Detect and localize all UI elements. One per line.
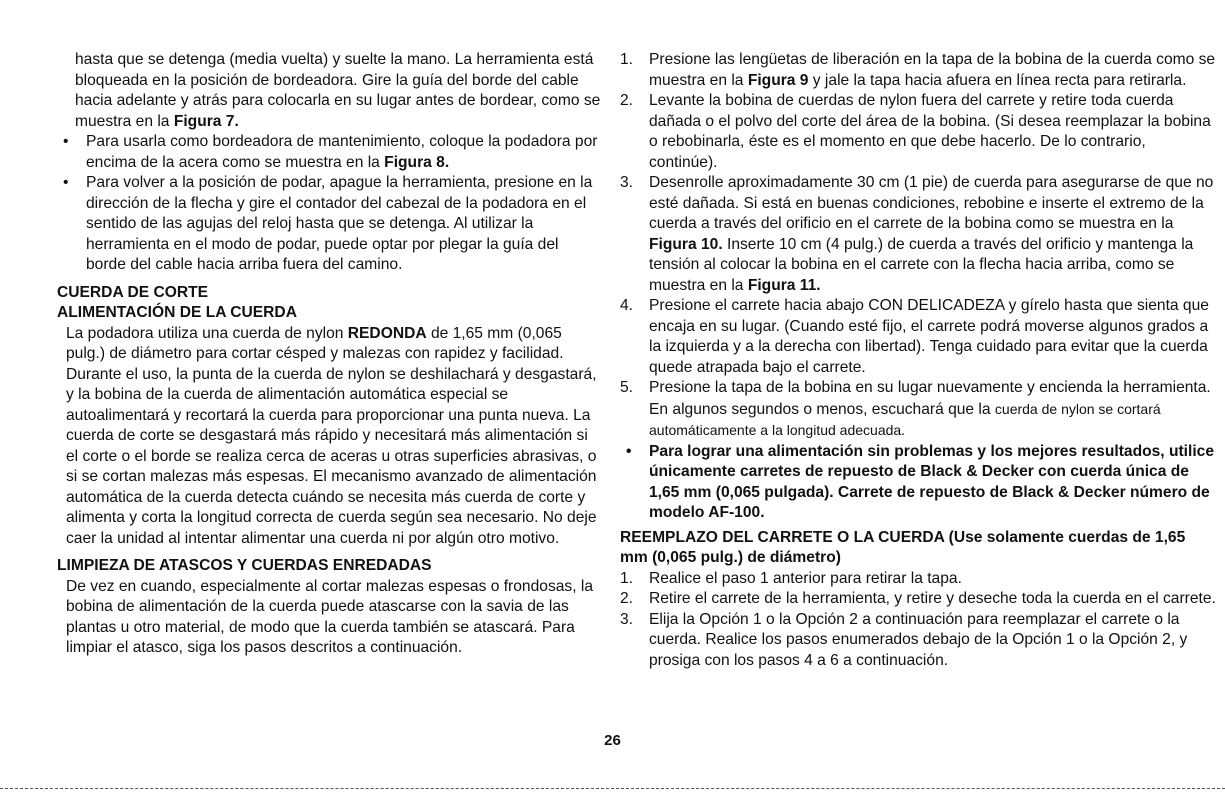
bold-bullet-note: • Para lograr una alimentación sin problemas y los mejores resultados, utilice únicamente carretes de repuesto de Black & Decker con cuerda única de 1,65 mm (0,065 pulgada). Carrete de repuesto de Black & Decker número de modelo AF-100. bbox=[620, 442, 1216, 524]
bullet-trim-position: • Para volver a la posición de podar, apague la herramienta, presione en la dirección de la flecha y gire el contador del cabezal de la podadora en el sentido de las agujas del reloj hasta que se detenga. Al utilizar la herramienta en el modo de podar, puede optar por plegar la guía del borde del cable hacia arriba fuera del camino. bbox=[57, 173, 602, 276]
replacement-steps bbox=[620, 569, 1216, 672]
page-number: 26 bbox=[604, 732, 621, 749]
section-heading-cutting-line: CUERDA DE CORTE bbox=[57, 283, 209, 301]
step-item: 2. Levante la bobina de cuerdas de nylon fuera del carrete y retire toda cuerda dañada o el polvo del corte del área de la bobina. (Si desea reemplazar la bobina o rebobinarla, éste es el momento en que debe hacerlo. De lo contrario, continúe). bbox=[620, 92, 1211, 171]
step-item: 1. Realice el paso 1 anterior para retirar la tapa. bbox=[620, 569, 962, 587]
section-heading-replacement: REEMPLAZO DEL CARRETE O LA CUERDA (Use solamente cuerdas de 1,65 mm (0,065 pulg.) de diámetro) bbox=[620, 528, 1186, 566]
section-heading-jams: LIMPIEZA DE ATASCOS Y CUERDAS ENREDADAS bbox=[57, 557, 432, 574]
bottom-divider bbox=[0, 788, 1225, 789]
steps-list bbox=[620, 50, 1216, 442]
step-item: 5. Presione la tapa de la bobina en su lugar nuevamente y encienda la herramienta. En algunos segundos o menos, escuchará que la cuerda de nylon se cortará automáticamente a la longitud adecuada. bbox=[620, 379, 1211, 438]
bullet-edging: • Para usarla como bordeadora de mantenimiento, coloque la podadora por encima de la acera como se muestra en la Figura 8. bbox=[57, 132, 602, 173]
left-column bbox=[57, 50, 602, 659]
continued-paragraph: hasta que se detenga (media vuelta) y suelte la mano. La herramienta está bloqueada en la posición de bordeadora. Gire la guía del borde del cable hacia adelante y atrás para colocarla en su lugar antes de bordear, como se muestra en la Figura 7. bbox=[75, 51, 601, 130]
step-item: 1. Presione las lengüetas de liberación en la tapa de la bobina de la cuerda como se muestra en la Figura 9 y jale la tapa hacia afuera en línea recta para retirarla. bbox=[620, 51, 1216, 89]
right-column bbox=[620, 50, 1216, 671]
section-heading-line-feed: ALIMENTACIÓN DE LA CUERDA bbox=[57, 304, 297, 321]
figure-ref: Figura 8. bbox=[384, 153, 450, 171]
step-item: 4. Presione el carrete hacia abajo CON DELICADEZA y gírelo hasta que sienta que encaja en su lugar. (Cuando esté fijo, el carrete podrá moverse algunos grados a la izquierda y a la derecha con libertad). Tenga cuidado para evitar que la cuerda quede atrapada bajo el carrete. bbox=[620, 297, 1209, 376]
line-feed-paragraph: La podadora utiliza una cuerda de nylon REDONDA de 1,65 mm (0,065 pulg.) de diámetro para cortar césped y malezas con rapidez y facilidad. Durante el uso, la punta de la cuerda de nylon se deshilachará y desgastará, y la bobina de la cuerda de alimentación automática especial se autoalimentará y recortará la cuerda para proporcionar una punta nueva. La cuerda de corte se desgastará más rápido y necesitará más alimentación si el corte o el borde se realiza cerca de aceras u otras superficies abrasivas, o si se cortan malezas más espesas. El mecanismo avanzado de alimentación automática de la cuerda detecta cuándo se necesita más cuerda de corte y alimenta y corta la longitud correcta de cuerda según sea necesario. No deje caer la unidad al intentar alimentar una cuerda ni por algún otro motivo. bbox=[66, 324, 597, 547]
step-item: 2. Retire el carrete de la herramienta, y retire y deseche toda la cuerda en el carrete. bbox=[620, 590, 1216, 607]
step-item: 3. Desenrolle aproximadamente 30 cm (1 pie) de cuerda para asegurarse de que no esté dañada. Si está en buenas condiciones, rebobine e inserte el extremo de la cuerda a través del orificio en el carrete de la bobina como se muestra en la Figura 10. Inserte 10 cm (4 pulg.) de cuerda a través del orificio y mantenga la tensión al colocar la bobina en el carrete con la flecha hacia arriba, como se muestra en la Figura 11. bbox=[620, 174, 1214, 294]
step-item: 3. Elija la Opción 1 o la Opción 2 a continuación para reemplazar el carrete o la cuerda. Realice los pasos enumerados debajo de la Opción 1 o la Opción 2, y prosiga con los pasos 4 a 6 a continuación. bbox=[620, 610, 1188, 669]
figure-ref: Figura 7. bbox=[173, 112, 239, 130]
jams-paragraph: De vez en cuando, especialmente al cortar malezas espesas o frondosas, la bobina de alimentación de la cuerda puede atascarse con la savia de las plantas u otro material, de modo que la cuerda también se atascará. Para limpiar el atasco, siga los pasos descritos a continuación. bbox=[66, 577, 594, 656]
